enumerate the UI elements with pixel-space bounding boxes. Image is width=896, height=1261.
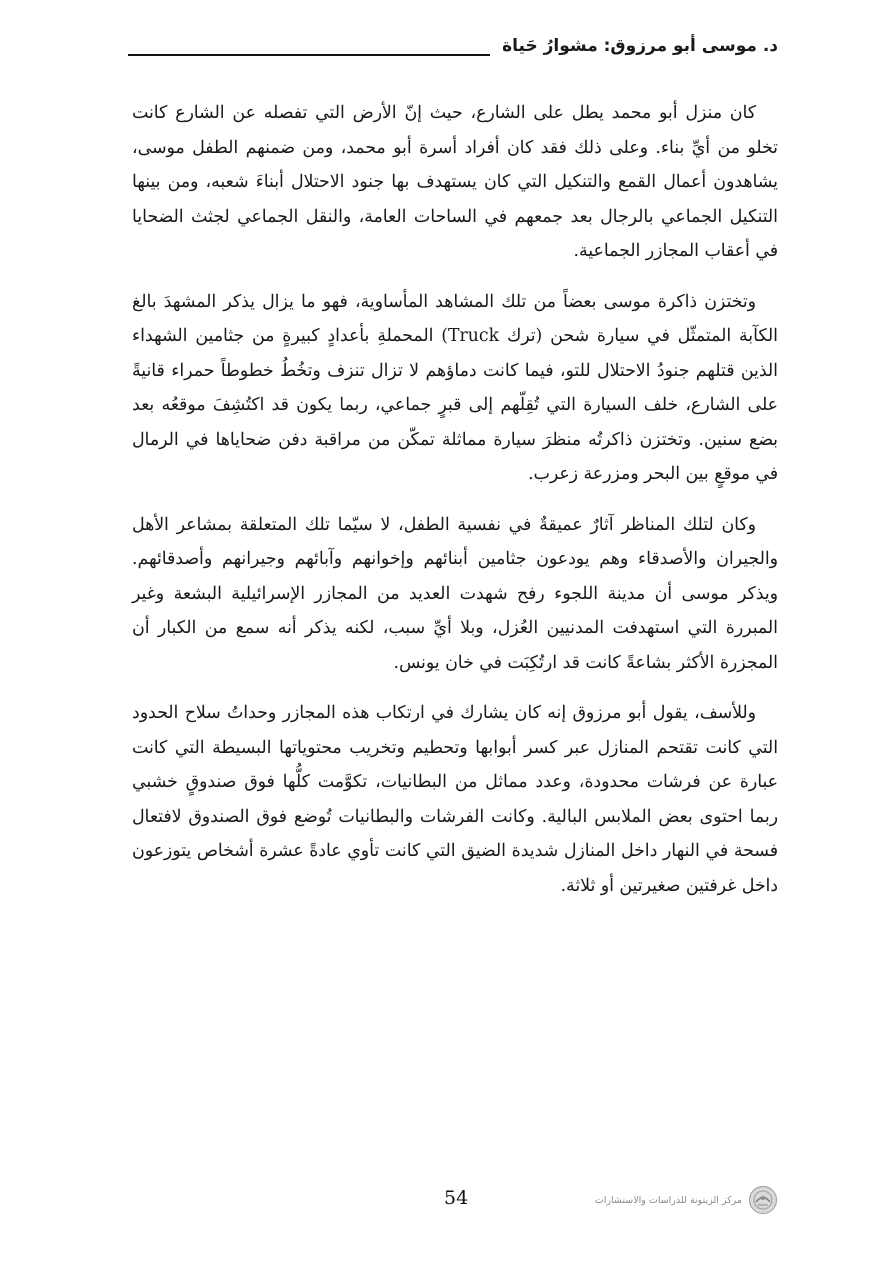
header-rule [128, 54, 533, 56]
publisher-credit [595, 1185, 778, 1215]
paragraph-3: وكان لتلك المناظر آثارٌ عميقةٌ في نفسية الطفل، لا سيّما تلك المتعلقة بمشاعر الأهل والجيران والأصدقاء وهم يودعون جثامين أبنائهم وإخوانهم وآبائهم وجيرانهم وأصدقائهم. ويذكر موسى أن مدينة اللجوء رفح شهدت العديد من المجازر الإسرائيلية البشعة وغير المبررة التي استهدفت المدنيين العُزل، وبلا أيِّ سبب، لكنه يذكر أنه سمع من الكبار أن المجزرة الأكثر بشاعةً كانت قد ارتُكِبَت في خان يونس. [132, 514, 778, 673]
zaytuna-logo-icon [748, 1185, 778, 1215]
page-number: 54 [444, 1187, 469, 1209]
publisher-name: مركز الزيتونة للدراسات والاستشارات [594, 1194, 742, 1206]
paragraph-4: وللأسف، يقول أبو مرزوق إنه كان يشارك في ارتكاب هذه المجازر وحداتُ سلاح الحدود التي كانت تقتحم المنازل عبر كسر أبوابها وتحطيم وتخريب محتوياتها البسيطة التي كانت عبارة عن فرشات محدودة، وعدد مماثل من البطانيات، تكوَّمت كلُّها فوق صندوقٍ خشبي ربما احتوى بعض الملابس البالية. وكانت الفرشات والبطانيات تُوضع فوق الصندوق لافتعال فسحة في النهار داخل المنازل شديدة الضيق التي كانت تأوي عادةً عشرة أشخاص يتوزعون داخل غرفتين صغيرتين أو ثلاثة. [132, 703, 778, 896]
page-header [128, 30, 778, 70]
paragraph-2: وتختزن ذاكرة موسى بعضاً من تلك المشاهد المأساوية، فهو ما يزال يذكر المشهدَ بالغ الكآبة المتمثّل في سيارة شحن (ترك Truck) المحملةِ بأعدادٍ كبيرةٍ من جثامين الشهداء الذين قتلهم جنودُ الاحتلال للتو، فيما كانت دماؤهم لا تزال تنزف وتخُطُ خطوطاً حمراء قانيةً على الشارع، خلف السيارة التي تُقِلّهم إلى قبرٍ جماعي، ربما يكون قد اكتُشِفَ موقعُه بعد بضع سنين. وتختزن ذاكرتُه منظرَ سيارة مماثلة تمكّن من مراقبة دفن ضحاياها في الرمال في موقعٍ بين البحر ومزرعة زعرب. [132, 291, 778, 484]
page-footer [128, 1183, 778, 1223]
paragraph-1: كان منزل أبو محمد يطل على الشارع، حيث إنّ الأرض التي تفصله عن الشارع كانت تخلو من أيِّ بناء. وعلى ذلك فقد كان أفراد أسرة أبو محمد، ومن ضمنهم الطفل موسى، يشاهدون أعمال القمع والتنكيل التي كان يستهدف بها جنود الاحتلال أبناءَ شعبه، ومن بينها التنكيل الجماعي بالرجال بعد جمعهم في الساحات العامة، والنقل الجماعي لجثث الضحايا في أعقاب المجازر الجماعية. [132, 103, 778, 261]
running-title: د. موسى أبو مرزوق: مشوارُ حَياة [490, 36, 778, 56]
body-text [132, 96, 778, 919]
